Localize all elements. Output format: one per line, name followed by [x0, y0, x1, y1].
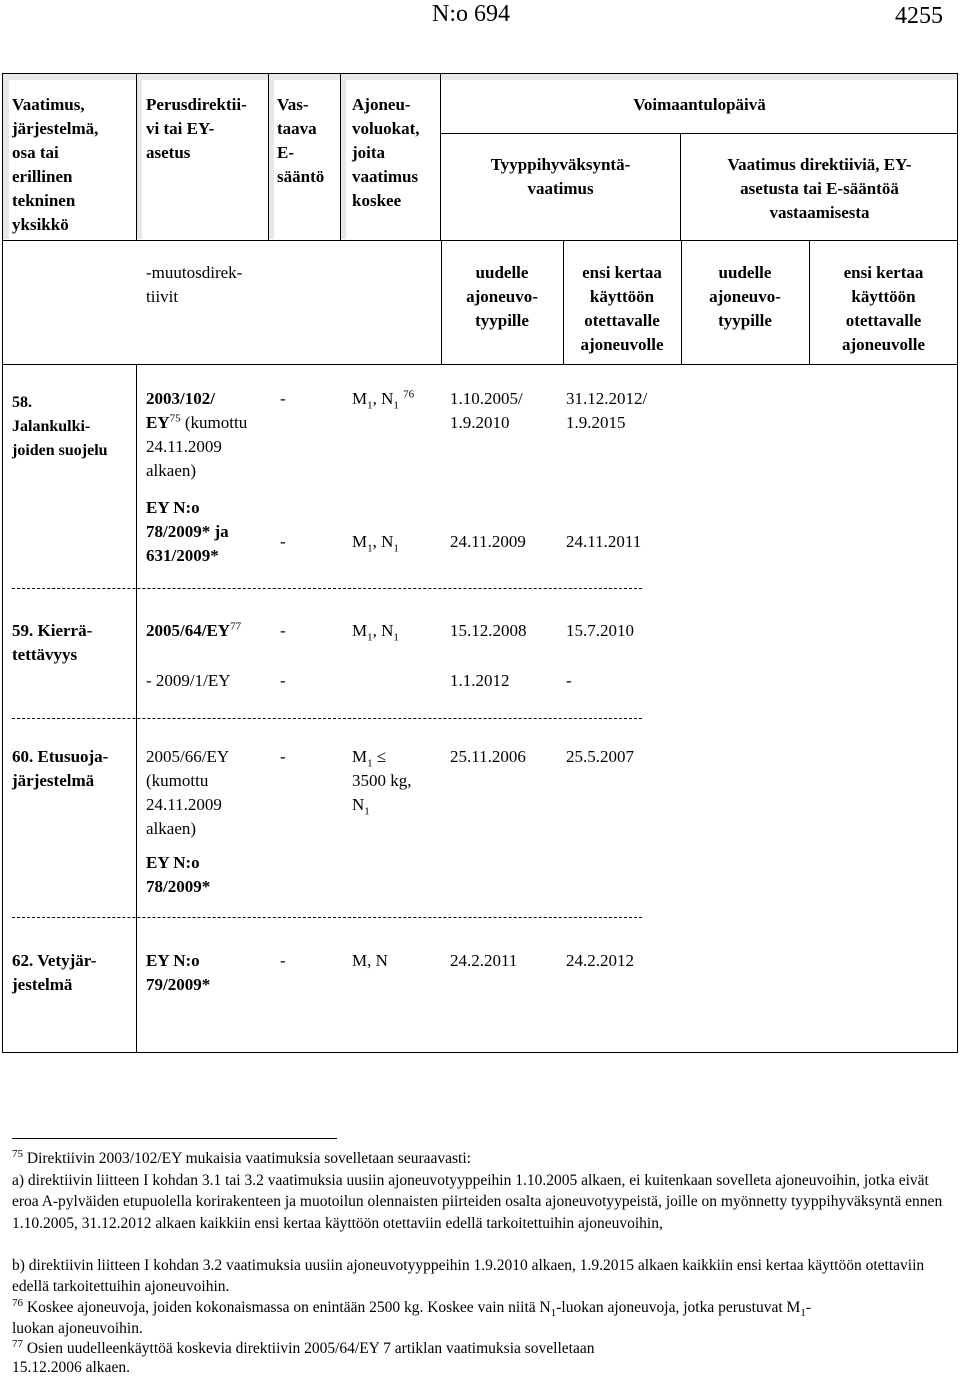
- directive-line-1: 2003/102/: [146, 389, 215, 408]
- row-separator: [12, 718, 642, 719]
- directive-repeal: 24.11.2009 alkaen): [146, 437, 222, 480]
- footnote-rule: [12, 1138, 337, 1139]
- date-new: 24.11.2009: [450, 532, 526, 551]
- dash: -: [280, 671, 286, 690]
- page-number-right: 4255: [895, 3, 943, 29]
- dash: -: [280, 951, 286, 970]
- header-shade: [3, 74, 957, 80]
- header-muutosdirektiivit: -muutosdirek- tiivit: [146, 263, 243, 306]
- col-line-3: [340, 73, 341, 241]
- header-e-saanto: Vas- taava E- sääntö: [277, 95, 325, 186]
- col-line-body: [136, 364, 137, 1053]
- date-new: 1.1.2012: [450, 671, 510, 690]
- vehicle-classes: $M_1$ ≤: [352, 747, 387, 770]
- header-vaatimus: Vaatimus, järjestelmä, osa tai erillinen tekninen yksikkö: [12, 95, 99, 234]
- header-ensi-kertaa-tyyppi: ensi kertaa käyttöön otettavalle ajoneuvolle: [580, 263, 664, 354]
- footnote-75-b: b) direktiivin liitteen I kohdan 3.2 vaatimuksia uusiin ajoneuvotyyppeihin 1.9.2010 alkaen, 1.9.2015 alkaen kaikkiin ensi kertaa käyttöön otettaviin edellä tarkoitettuihin ajoneuvoihin.: [12, 1257, 925, 1296]
- header-voimaantulopaiva: Voimaantulopäivä: [633, 95, 766, 114]
- dash: -: [280, 621, 286, 640]
- row-name: 58. Jalankulki- joiden suojelu: [12, 394, 108, 459]
- dash: -: [280, 389, 286, 408]
- date-first-use: 25.5.2007: [566, 747, 634, 766]
- header-uudelle-vaatimus: uudelle ajoneuvo- tyypille: [709, 263, 781, 330]
- directive: EY N:o 79/2009*: [146, 951, 211, 994]
- row-separator: [12, 588, 642, 589]
- header-tyyppihyvaksynta: Tyyppihyväksyntä- vaatimus: [490, 155, 631, 198]
- dash: -: [280, 532, 286, 551]
- row-separator: [12, 917, 642, 918]
- row-line-voimaantulo: [440, 133, 958, 134]
- date-new: 24.2.2011: [450, 951, 518, 970]
- vehicle-classes: $M_1$, $N_1$: [352, 532, 399, 555]
- col-line-2: [268, 73, 269, 241]
- row-line-subheader: [2, 364, 958, 365]
- date-type-new: 1.10.2005/ 1.9.2010: [450, 389, 523, 432]
- footnote-77: $^{77}$ Osien uudelleenkäyttöä koskevia direktiivin 2005/64/EY 7 artiklan vaatimuksia sovelletaan 15.12.2006 alkaen.: [12, 1337, 595, 1376]
- amending-directive: - 2009/1/EY: [146, 671, 231, 690]
- directive: 2005/64/EY$^{77}$: [146, 620, 242, 640]
- header-ajoneuvoluokat: Ajoneu- voluokat, joita vaatimus koskee: [352, 95, 420, 210]
- vehicle-class-n: $N_1$: [352, 795, 370, 818]
- date-type-new: 15.12.2008: [450, 621, 527, 640]
- footnote-75-a: a) direktiivin liitteen I kohdan 3.1 tai 3.2 vaatimuksia uusiin ajoneuvotyyppeihin 1.10.2005 alkaen, ei kuitenkaan sovelleta ajoneuvoihin, jotka eivät eroa A-pylväiden etupuolella korirakenteen ja muotoilun olennaisten piirteiden osalta ajoneuvotyypeistä, joille on myönnetty tyyppihyväksyntä ennen 1.10.2005, 31.12.2012 alkaen kaikkiin ensi kertaa käyttöön otettaviin edellä tarkoitettuihin ajoneuvoihin,: [12, 1172, 943, 1232]
- directive-amendments: EY N:o 78/2009* ja 631/2009*: [146, 498, 229, 565]
- date-type-first-use: 31.12.2012/ 1.9.2015: [566, 389, 648, 432]
- page-number-left: N:o 694: [432, 1, 510, 27]
- header-vaatimus-direktiivia: Vaatimus direktiiviä, EY- asetusta tai E-sääntöä vastaamisesta: [727, 155, 912, 222]
- date-first-use: 24.11.2011: [566, 532, 642, 551]
- vehicle-classes: $M_1$, $N_1$ $^{76}$: [352, 388, 415, 412]
- vehicle-classes: M, N: [352, 951, 388, 970]
- directive: 2005/66/EY (kumottu 24.11.2009 alkaen): [146, 747, 230, 838]
- amending-regulation: EY N:o 78/2009*: [146, 853, 211, 896]
- vehicle-classes: $M_1$, $N_1$: [352, 621, 399, 644]
- vehicle-mass-limit: 3500 kg,: [352, 771, 412, 790]
- date-first-use: -: [566, 671, 572, 690]
- row-line-header: [2, 240, 958, 241]
- row-name: 60. Etusuoja- järjestelmä: [12, 747, 109, 790]
- header-shade-left: [3, 74, 9, 239]
- dash: -: [280, 747, 286, 766]
- row-name: 62. Vetyjär- jestelmä: [12, 951, 97, 994]
- header-perusdirektiivi: Perusdirektii- vi tai EY- asetus: [146, 95, 247, 162]
- footnote-76: $^{76}$ Koskee ajoneuvoja, joiden kokonaismassa on enintään 2500 kg. Koskee vain niitä $N_1$-luokan ajoneuvoja, jotka perustuvat $M_1-$ luokan ajoneuvoihin.: [12, 1296, 811, 1338]
- directive-line-2: EY$^{75}$ (kumottu: [146, 412, 248, 432]
- date-new: 25.11.2006: [450, 747, 526, 766]
- col-line-1: [136, 73, 137, 241]
- date-type-first-use: 15.7.2010: [566, 621, 634, 640]
- row-name: 59. Kierrä- tettävyys: [12, 621, 93, 664]
- header-uudelle-tyyppi: uudelle ajoneuvo- tyypille: [466, 263, 538, 330]
- header-ensi-kertaa-vaatimus: ensi kertaa käyttöön otettavalle ajoneuvolle: [841, 263, 926, 354]
- date-first-use: 24.2.2012: [566, 951, 634, 970]
- footnote-75: $^{75}$ Direktiivin 2003/102/EY mukaisia vaatimuksia sovelletaan seuraavasti:: [12, 1147, 471, 1167]
